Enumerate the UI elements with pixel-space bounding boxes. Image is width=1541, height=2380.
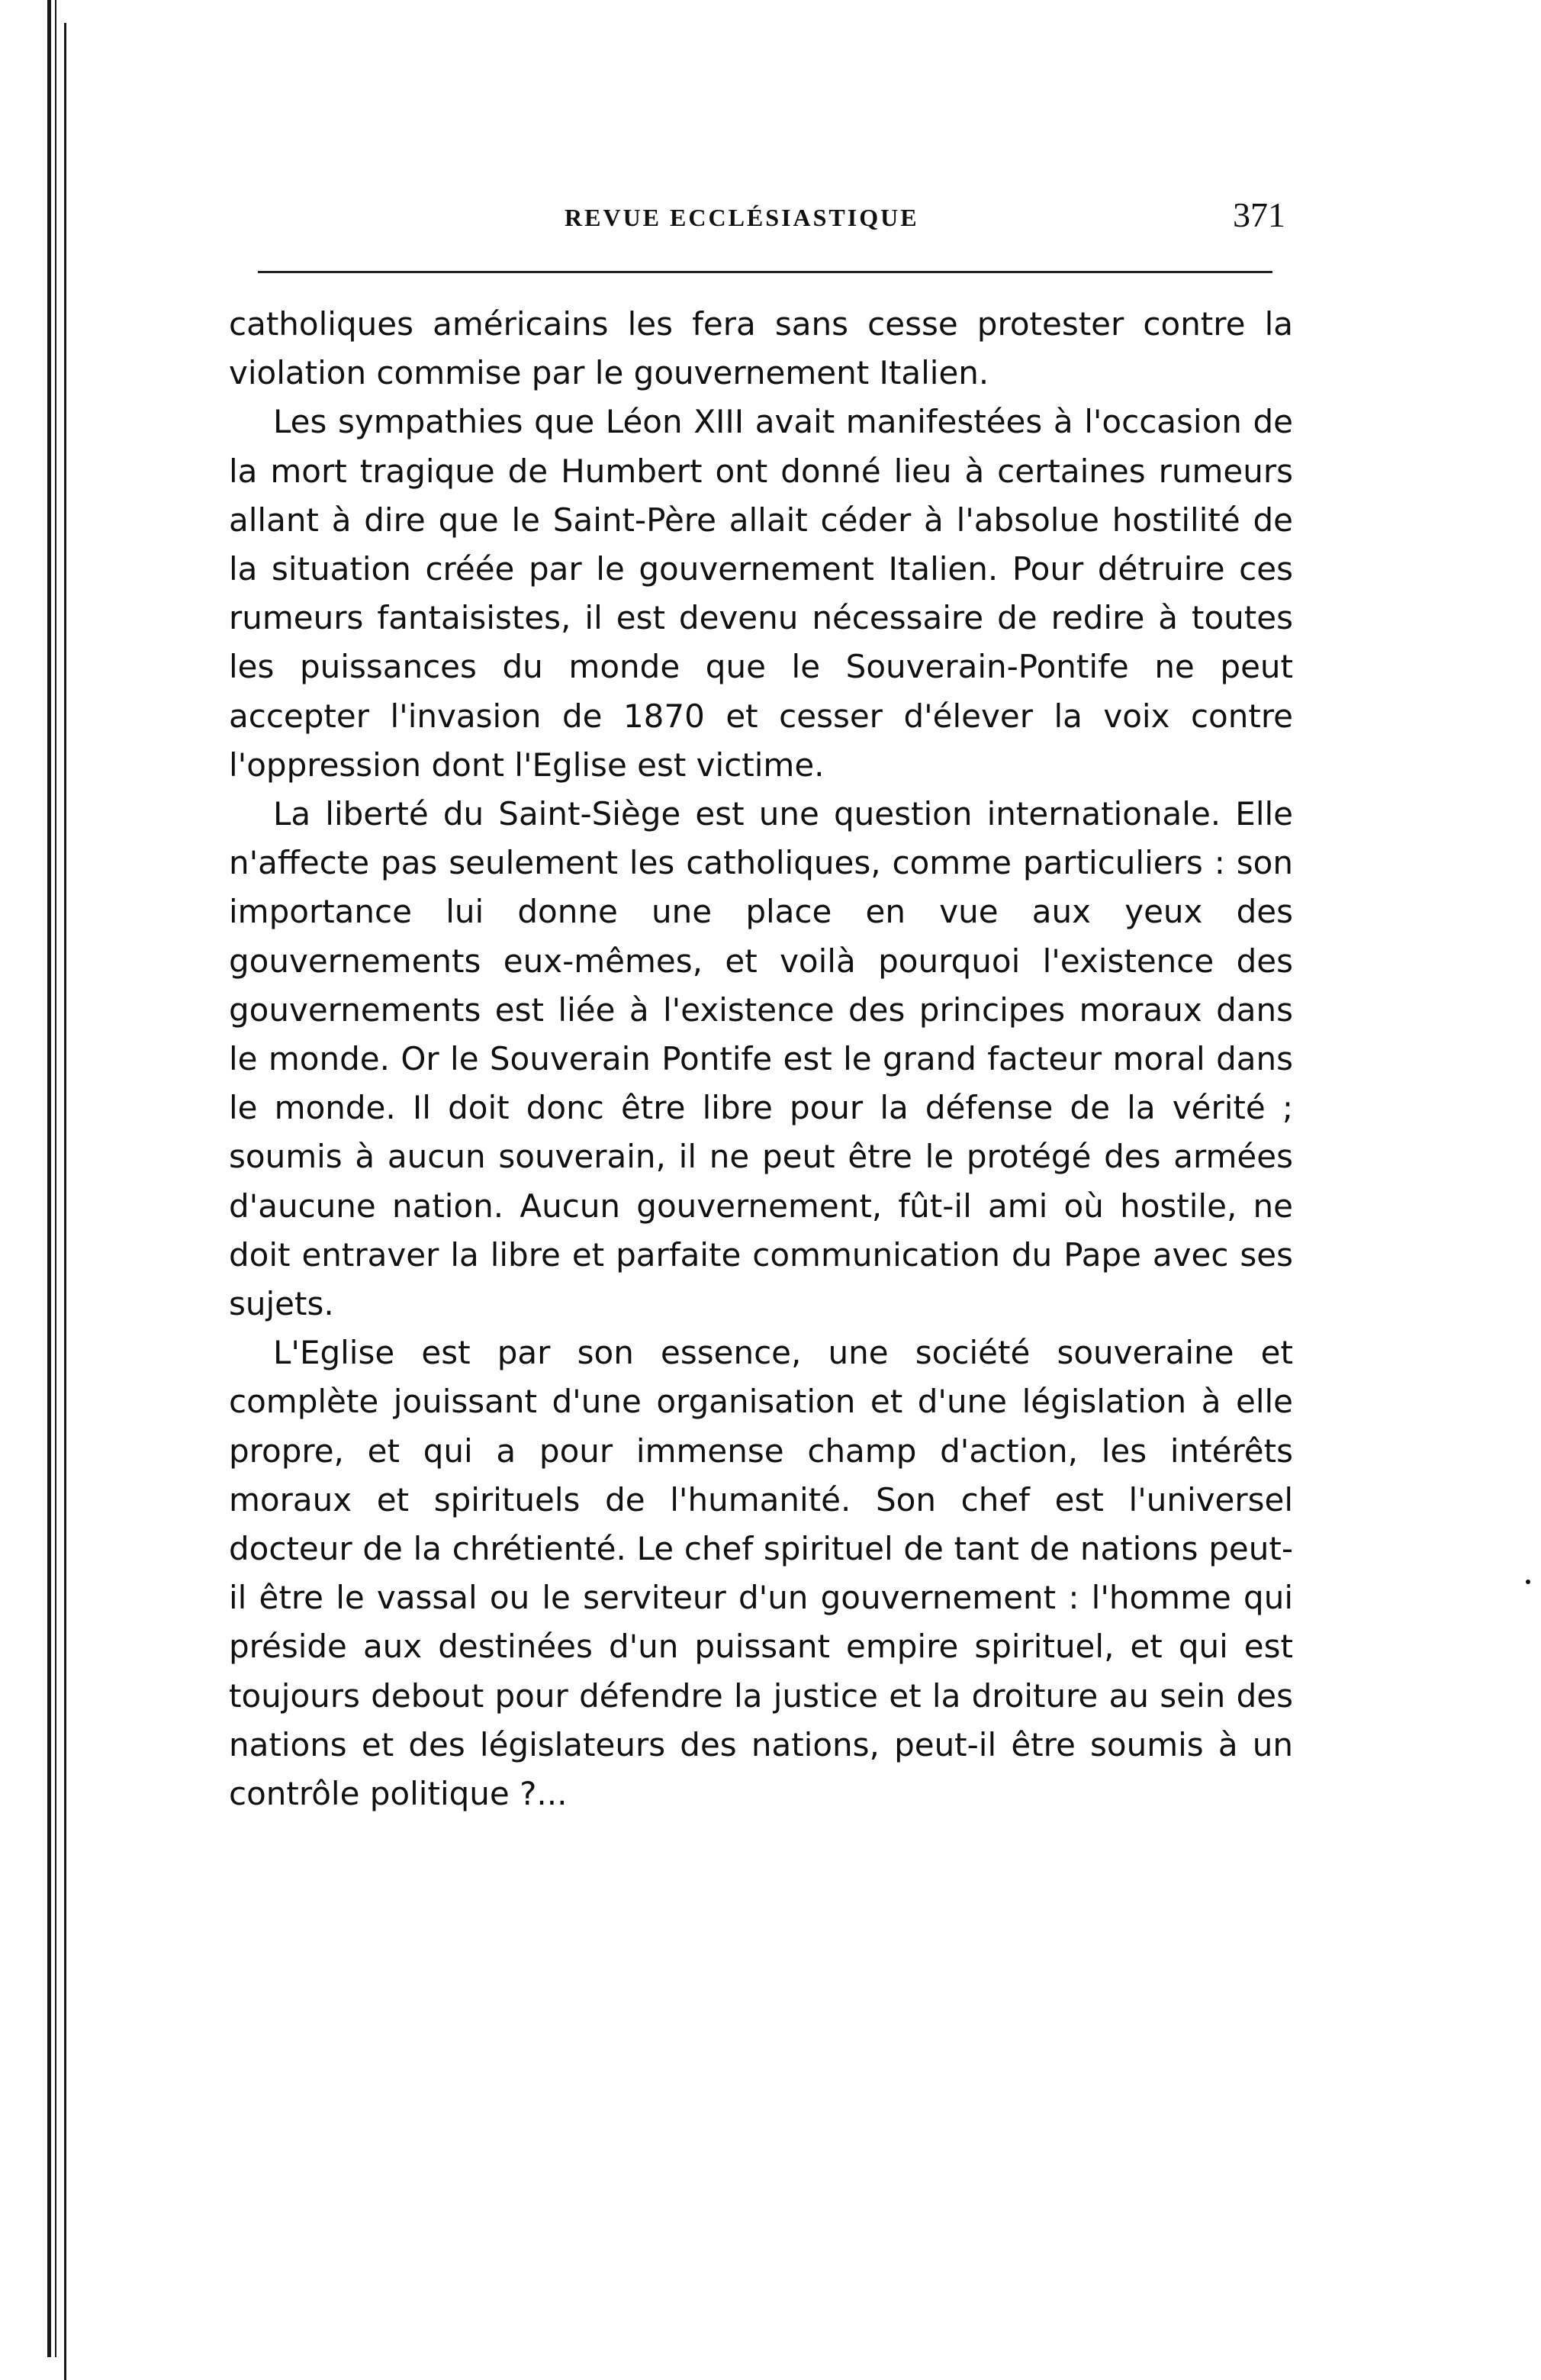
- header-rule: [258, 271, 1272, 273]
- edge-dot: [1526, 1580, 1530, 1584]
- spine-line: [55, 0, 56, 2357]
- document-page: [229, 195, 1293, 1818]
- spine-line: [47, 0, 51, 2357]
- body-text: [229, 300, 1293, 1818]
- paragraph: L'Eglise est par son essence, une société souveraine et complète jouissant d'une organisation et d'une législation à elle propre, et qui a pour immense champ d'action, les intérêts moraux et spirituels de l'humanité. Son chef est l'universel docteur de la chrétienté. Le chef spirituel de tant de nations peut-il être le vassal ou le serviteur d'un gouvernement : l'homme qui préside aux destinées d'un puissant empire spirituel, et qui est toujours debout pour défendre la justice et la droiture au sein des nations et des législateurs des nations, peut-il être soumis à un contrôle politique ?...: [229, 1334, 1293, 1813]
- page-header: [229, 195, 1293, 248]
- spine-line: [64, 23, 66, 2380]
- running-title: REVUE ECCLÉSIASTIQUE: [565, 204, 919, 231]
- page-number: 371: [1233, 195, 1285, 234]
- paragraph: Les sympathies que Léon XIII avait manifestées à l'occasion de la mort tragique de Humbert ont donné lieu à certaines rumeurs allant à dire que le Saint-Père allait céder à l'absolue hostilité de la situation créée par le gouvernement Italien. Pour détruire ces rumeurs fantaisistes, il est devenu nécessaire de redire à toutes les puissances du monde que le Souverain-Pontife ne peut accepter l'invasion de 1870 et cesser d'élever la voix contre l'oppression dont l'Eglise est victime.: [229, 403, 1293, 784]
- paragraph: catholiques américains les fera sans cesse protester contre la violation commise par le gouvernement Italien.: [229, 305, 1293, 392]
- paragraph: La liberté du Saint-Siège est une question internationale. Elle n'affecte pas seulement les catholiques, comme particuliers : son importance lui donne une place en vue aux yeux des gouvernements eux-mêmes, et voilà pourquoi l'existence des gouvernements est liée à l'existence des principes moraux dans le monde. Or le Souverain Pontife est le grand facteur moral dans le monde. Il doit donc être libre pour la défense de la vérité ; soumis à aucun souverain, il ne peut être le protégé des armées d'aucune nation. Aucun gouvernement, fût-il ami où hostile, ne doit entraver la libre et parfaite communication du Pape avec ses sujets.: [229, 795, 1293, 1323]
- book-spine-edge: [0, 0, 92, 2357]
